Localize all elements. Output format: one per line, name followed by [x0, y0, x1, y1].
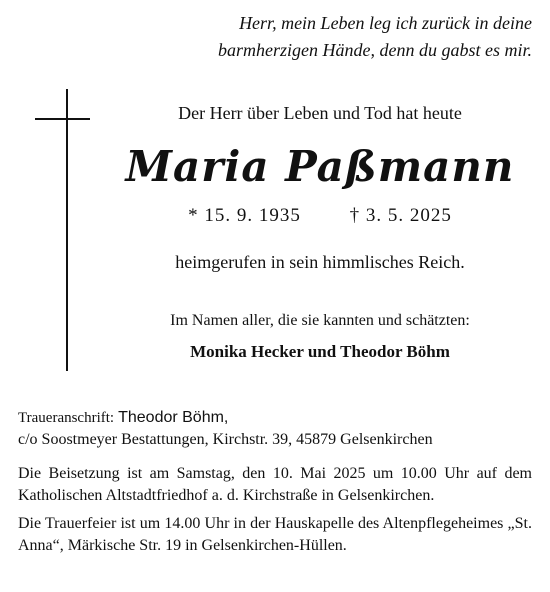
- cross-icon: [66, 89, 68, 371]
- on-behalf-text: Im Namen aller, die sie kannten und schätzten:: [170, 312, 470, 329]
- address-label: Traueranschrift:: [18, 410, 115, 426]
- called-home-text: heimgerufen in sein himmlisches Reich.: [175, 252, 465, 272]
- cross-icon-bar: [35, 118, 90, 120]
- address-name: Theodor Böhm,: [118, 409, 229, 426]
- deceased-name: Maria Paßmann: [125, 142, 515, 191]
- quote-line-1: Herr, mein Leben leg ich zurück in deine: [239, 13, 532, 33]
- burial-info: Die Beisetzung ist am Samstag, den 10. Mai 2025 um 10.00 Uhr auf dem Katholischen Altstadtfriedhof a. d. Kirchstraße in Gelsenkirchen.: [18, 465, 532, 504]
- mourning-address: [18, 407, 532, 451]
- bible-quote: [112, 10, 532, 64]
- address-line: c/o Soostmeyer Bestattungen, Kirchstr. 39, 45879 Gelsenkirchen: [18, 431, 433, 448]
- intro-text: Der Herr über Leben und Tod hat heute: [178, 103, 462, 123]
- death-date: † 3. 5. 2025: [349, 205, 452, 226]
- life-dates: [100, 205, 540, 227]
- service-info: Die Trauerfeier ist um 14.00 Uhr in der Hauskapelle des Altenpflegeheimes „St. Anna“, Märkische Str. 19 in Gelsenkirchen-Hüllen.: [18, 515, 532, 554]
- birth-date: * 15. 9. 1935: [188, 205, 301, 226]
- quote-line-2: barmherzigen Hände, denn du gabst es mir.: [218, 40, 532, 60]
- mourners-names: Monika Hecker und Theodor Böhm: [190, 342, 450, 361]
